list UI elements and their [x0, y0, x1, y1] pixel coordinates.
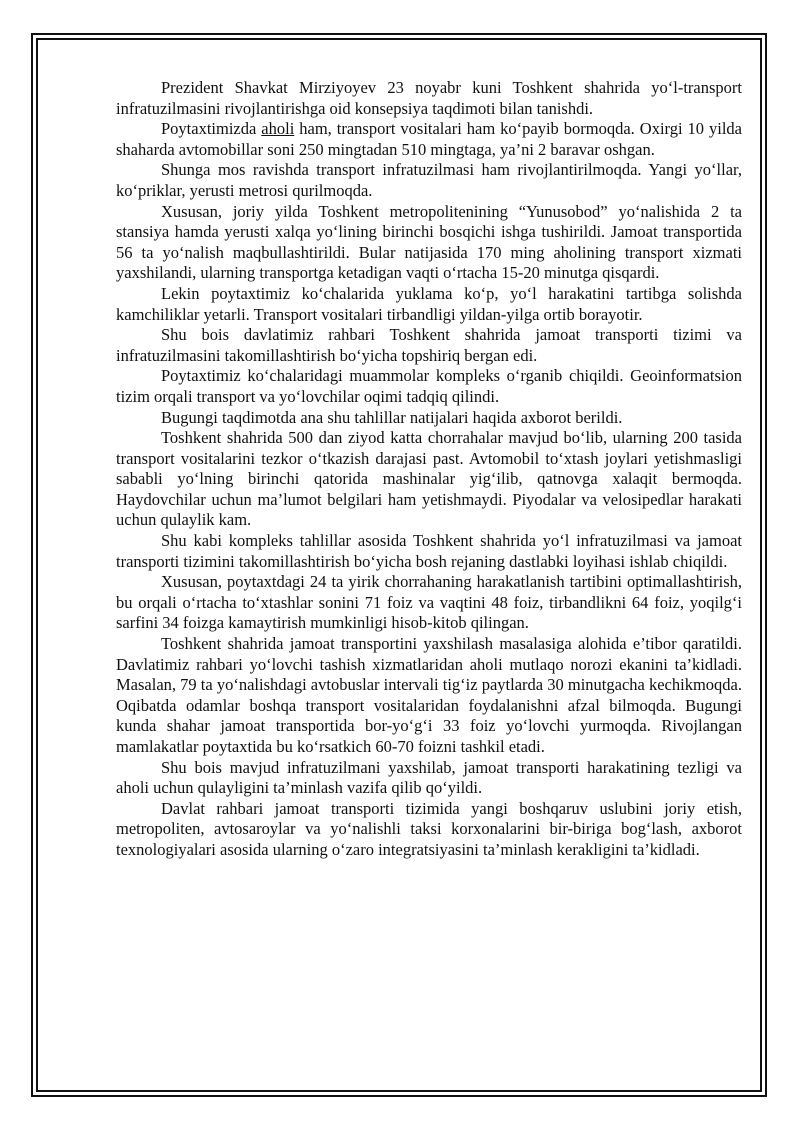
paragraph-13: Shu bois mavjud infratuzilmani yaxshilab, jamoat transporti harakatining tezligi va aholi uchun qulayligini ta’minlash vazifa qilib qo‘yildi. [116, 757, 742, 798]
paragraph-7: Poytaxtimiz ko‘chalaridagi muammolar kompleks o‘rganib chiqildi. Geoinformatsion tizim orqali transport va yo‘lovchilar oqimi tadqiq qilindi. [116, 366, 742, 406]
paragraph-2-after: ham, transport vositalari ham ko‘payib bormoqda. Oxirgi 10 yilda shaharda avtomobillar soni 250 mingtadan 510 mingtaga, ya’ni 2 baravar oshgan. [116, 119, 742, 159]
paragraph-3: Shunga mos ravishda transport infratuzilmasi ham rivojlantirilmoqda. Yangi yo‘llar, ko‘priklar, yerusti metrosi qurilmoqda. [116, 160, 742, 200]
paragraph-4: Xususan, joriy yilda Toshkent metropolitenining “Yunusobod” yo‘nalishida 2 ta stansiya hamda yerusti xalqa yo‘lining birinchi bosqichi ishga tushirildi. Jamoat transportida 56 ta yo‘nalish maqbullashtirildi. Bular natijasida 170 ming aholining transport xizmati yaxshilandi, ularning transportga ketadigan vaqti o‘rtacha 15-20 minutga qisqardi. [116, 201, 742, 283]
paragraph-2-before: Poytaxtimizda [161, 119, 262, 139]
paragraph-6: Shu bois davlatimiz rahbari Toshkent shahrida jamoat transporti tizimi va infratuzilmasini takomillashtirish bo‘yicha topshiriq bergan edi. [116, 325, 742, 365]
paragraph-1: Prezident Shavkat Mirziyoyev 23 noyabr kuni Toshkent shahrida yo‘l-transport infratuzilmasini rivojlantirishga oid konsepsiya taqdimoti bilan tanishdi. [116, 78, 742, 118]
paragraph-10: Shu kabi kompleks tahlillar asosida Toshkent shahrida yo‘l infratuzilmasi va jamoat transporti tizimini takomillashtirish bo‘yicha bosh rejaning dastlabki loyihasi ishlab chiqildi. [116, 531, 742, 571]
paragraph-9: Toshkent shahrida 500 dan ziyod katta chorrahalar mavjud bo‘lib, ularning 200 tasida transport vositalarini tezkor o‘tkazish darajasi past. Avtomobil to‘xtash joylari yetishmasligi sababli yo‘lning birinchi qatorida mashinalar yig‘ilib, qatnovga xalaqit bermoqda. Haydovchilar uchun ma’lumot belgilari ham yetishmaydi. Piyodalar va velosipedlar harakati uchun qulaylik kam. [116, 428, 742, 530]
paragraph-12: Toshkent shahrida jamoat transportini yaxshilash masalasiga alohida e’tibor qaratildi. Davlatimiz rahbari yo‘lovchi tashish xizmatlaridan aholi mutlaqo norozi ekanini ta’kidladi. Masalan, 79 ta yo‘nalishdagi avtobuslar intervali tig‘iz paytlarda 30 minutgacha kechikmoqda. Oqibatda odamlar boshqa transport vositalaridan foydalanishni afzal bilmoqda. Bugungi kunda shahar jamoat transportida bor-yo‘g‘i 33 foiz yo‘lovchi yurmoqda. Rivojlangan mamlakatlar poytaxtida bu ko‘rsatkich 60-70 foizni tashkil etadi. [116, 634, 742, 756]
paragraph-14: Davlat rahbari jamoat transporti tizimida yangi boshqaruv uslubini joriy etish, metropoliten, avtosaroylar va yo‘nalishli taksi korxonalarini bir-biriga bog‘lash, axborot texnologiyalari asosida ularning o‘zaro integratsiyasini ta’minlash kerakligini ta’kidladi. [116, 798, 742, 859]
paragraph-8: Bugungi taqdimotda ana shu tahlillar natijalari haqida axborot berildi. [161, 407, 623, 427]
paragraph-11: Xususan, poytaxtdagi 24 ta yirik chorrahaning harakatlanish tartibini optimallashtirish, bu orqali o‘rtacha to‘xtashlar sonini 71 foiz va vaqtini 48 foiz, tirbandlikni 64 foiz, yoqilg‘i sarfini 34 foizga kamaytirish mumkinligi hisob-kitob qilingan. [116, 572, 742, 633]
paragraph-2 [116, 119, 742, 160]
paragraph-5: Lekin poytaxtimiz ko‘chalarida yuklama ko‘p, yo‘l harakatini tartibga solishda kamchiliklar yetarli. Transport vositalari tirbandligi yildan-yilga ortib borayotir. [116, 283, 742, 324]
underlined-word: aholi [261, 119, 295, 139]
document-body [116, 78, 742, 861]
